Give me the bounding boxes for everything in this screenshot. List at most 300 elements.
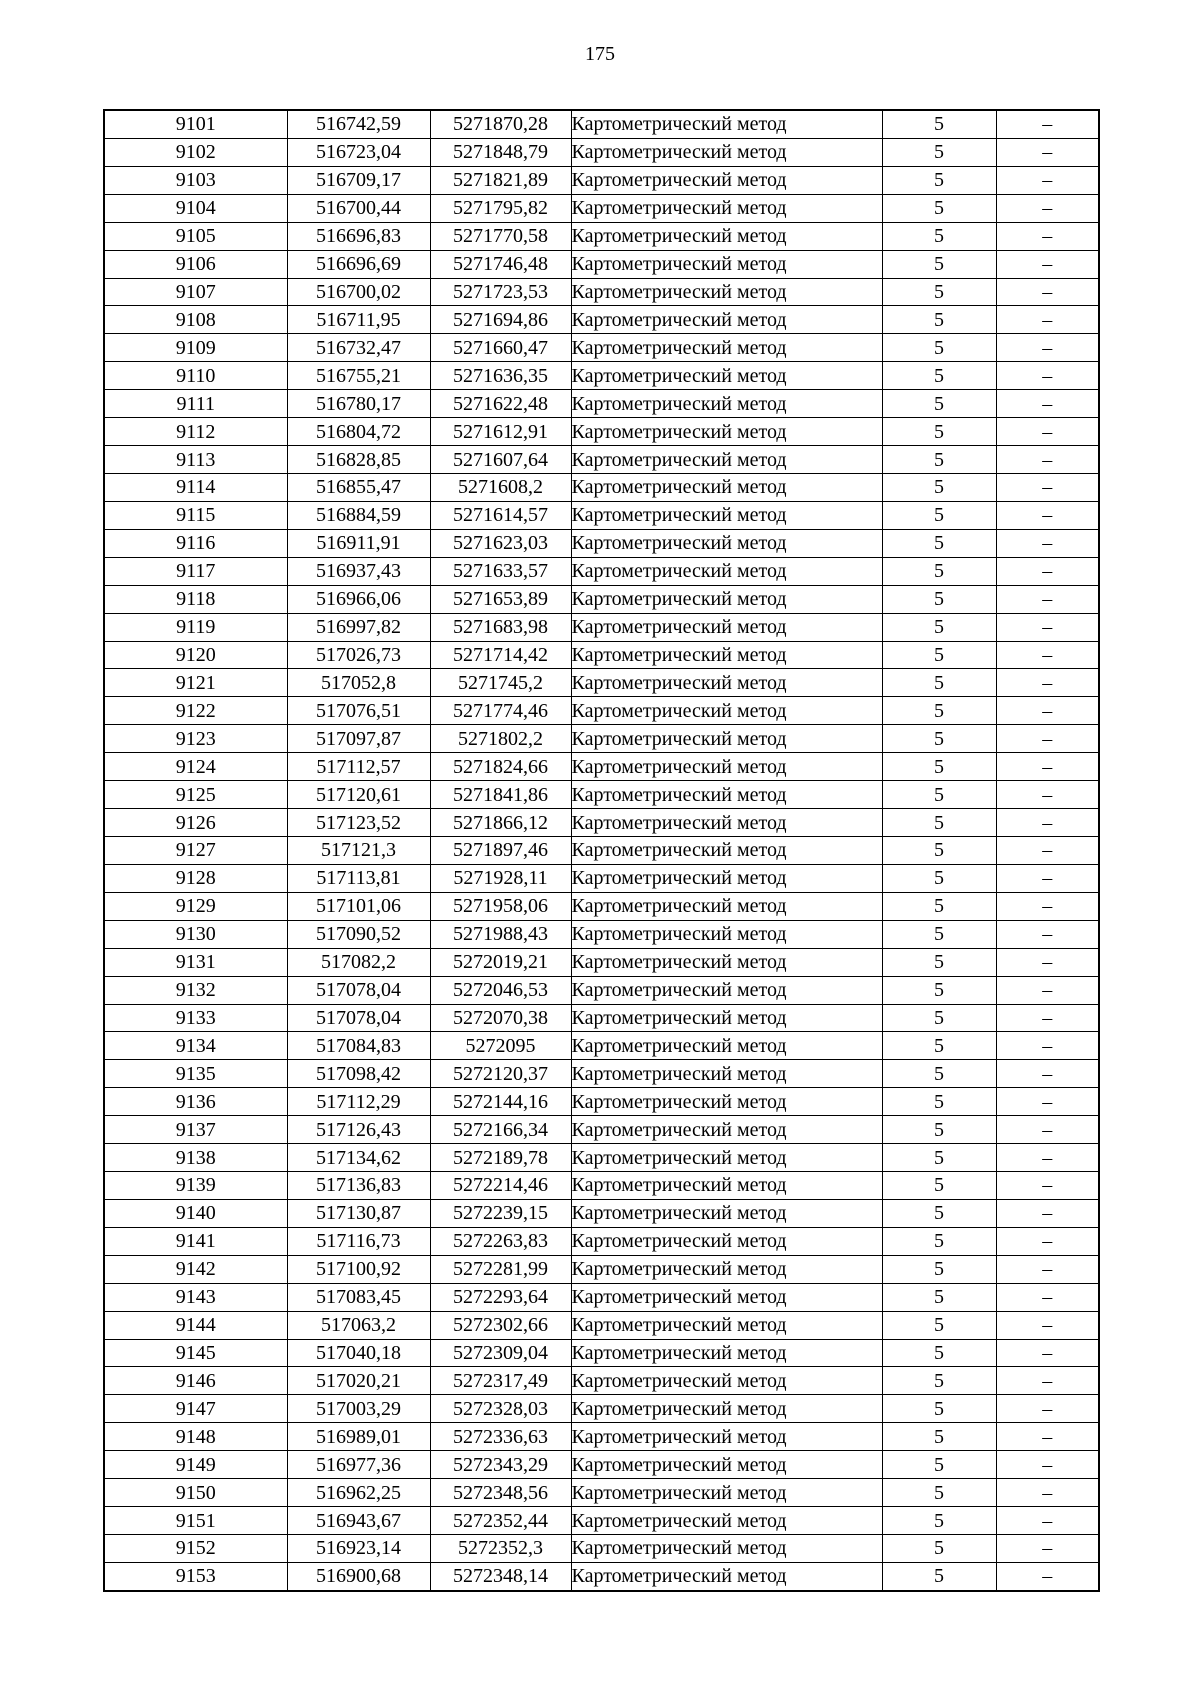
x-coordinate-cell: 517100,92 [287, 1255, 430, 1283]
y-coordinate-cell: 5271723,53 [430, 278, 571, 306]
method-cell: Картометрический метод [571, 1451, 882, 1479]
x-coordinate-cell: 516700,44 [287, 194, 430, 222]
point-number-cell: 9128 [104, 864, 287, 892]
point-number-cell: 9143 [104, 1283, 287, 1311]
method-cell: Картометрический метод [571, 809, 882, 837]
description-cell: – [996, 390, 1099, 418]
x-coordinate-cell: 517116,73 [287, 1227, 430, 1255]
point-number-cell: 9105 [104, 222, 287, 250]
method-cell: Картометрический метод [571, 250, 882, 278]
precision-cell: 5 [882, 781, 996, 809]
x-coordinate-cell: 517120,61 [287, 781, 430, 809]
point-number-cell: 9149 [104, 1451, 287, 1479]
precision-cell: 5 [882, 669, 996, 697]
point-number-cell: 9141 [104, 1227, 287, 1255]
method-cell: Картометрический метод [571, 1535, 882, 1563]
x-coordinate-cell: 517130,87 [287, 1199, 430, 1227]
y-coordinate-cell: 5271841,86 [430, 781, 571, 809]
description-cell: – [996, 1088, 1099, 1116]
description-cell: – [996, 585, 1099, 613]
x-coordinate-cell: 516742,59 [287, 110, 430, 138]
point-number-cell: 9104 [104, 194, 287, 222]
point-number-cell: 9144 [104, 1311, 287, 1339]
x-coordinate-cell: 516804,72 [287, 418, 430, 446]
method-cell: Картометрический метод [571, 753, 882, 781]
description-cell: – [996, 250, 1099, 278]
precision-cell: 5 [882, 362, 996, 390]
precision-cell: 5 [882, 1060, 996, 1088]
description-cell: – [996, 613, 1099, 641]
point-number-cell: 9120 [104, 641, 287, 669]
description-cell: – [996, 194, 1099, 222]
precision-cell: 5 [882, 892, 996, 920]
y-coordinate-cell: 5272189,78 [430, 1144, 571, 1172]
method-cell: Картометрический метод [571, 1283, 882, 1311]
method-cell: Картометрический метод [571, 669, 882, 697]
x-coordinate-cell: 517083,45 [287, 1283, 430, 1311]
point-number-cell: 9150 [104, 1479, 287, 1507]
precision-cell: 5 [882, 138, 996, 166]
table-row [104, 138, 1099, 166]
y-coordinate-cell: 5271866,12 [430, 809, 571, 837]
point-number-cell: 9147 [104, 1395, 287, 1423]
x-coordinate-cell: 517097,87 [287, 725, 430, 753]
method-cell: Картометрический метод [571, 138, 882, 166]
x-coordinate-cell: 516755,21 [287, 362, 430, 390]
method-cell: Картометрический метод [571, 557, 882, 585]
precision-cell: 5 [882, 864, 996, 892]
table-row [104, 976, 1099, 1004]
description-cell: – [996, 166, 1099, 194]
x-coordinate-cell: 517090,52 [287, 920, 430, 948]
precision-cell: 5 [882, 390, 996, 418]
point-number-cell: 9123 [104, 725, 287, 753]
x-coordinate-cell: 517052,8 [287, 669, 430, 697]
precision-cell: 5 [882, 920, 996, 948]
precision-cell: 5 [882, 501, 996, 529]
x-coordinate-cell: 516937,43 [287, 557, 430, 585]
y-coordinate-cell: 5271824,66 [430, 753, 571, 781]
table-row [104, 1339, 1099, 1367]
table-row [104, 892, 1099, 920]
method-cell: Картометрический метод [571, 529, 882, 557]
description-cell: – [996, 1339, 1099, 1367]
y-coordinate-cell: 5271694,86 [430, 306, 571, 334]
y-coordinate-cell: 5271795,82 [430, 194, 571, 222]
x-coordinate-cell: 517026,73 [287, 641, 430, 669]
x-coordinate-cell: 517134,62 [287, 1144, 430, 1172]
y-coordinate-cell: 5272348,56 [430, 1479, 571, 1507]
table-row [104, 557, 1099, 585]
precision-cell: 5 [882, 529, 996, 557]
point-number-cell: 9109 [104, 334, 287, 362]
description-cell: – [996, 976, 1099, 1004]
description-cell: – [996, 864, 1099, 892]
point-number-cell: 9135 [104, 1060, 287, 1088]
point-number-cell: 9130 [104, 920, 287, 948]
precision-cell: 5 [882, 585, 996, 613]
table-row [104, 1255, 1099, 1283]
precision-cell: 5 [882, 725, 996, 753]
table-row [104, 1562, 1099, 1590]
method-cell: Картометрический метод [571, 362, 882, 390]
method-cell: Картометрический метод [571, 306, 882, 334]
precision-cell: 5 [882, 334, 996, 362]
point-number-cell: 9134 [104, 1032, 287, 1060]
y-coordinate-cell: 5271848,79 [430, 138, 571, 166]
point-number-cell: 9132 [104, 976, 287, 1004]
precision-cell: 5 [882, 306, 996, 334]
point-number-cell: 9152 [104, 1535, 287, 1563]
x-coordinate-cell: 516997,82 [287, 613, 430, 641]
y-coordinate-cell: 5271897,46 [430, 836, 571, 864]
method-cell: Картометрический метод [571, 418, 882, 446]
method-cell: Картометрический метод [571, 613, 882, 641]
table-row [104, 390, 1099, 418]
precision-cell: 5 [882, 1227, 996, 1255]
coordinates-table-body [104, 110, 1099, 1591]
description-cell: – [996, 1227, 1099, 1255]
precision-cell: 5 [882, 1479, 996, 1507]
x-coordinate-cell: 516696,69 [287, 250, 430, 278]
point-number-cell: 9111 [104, 390, 287, 418]
x-coordinate-cell: 517112,57 [287, 753, 430, 781]
table-row [104, 278, 1099, 306]
point-number-cell: 9131 [104, 948, 287, 976]
table-row [104, 1144, 1099, 1172]
point-number-cell: 9153 [104, 1562, 287, 1590]
x-coordinate-cell: 516977,36 [287, 1451, 430, 1479]
x-coordinate-cell: 517078,04 [287, 1004, 430, 1032]
description-cell: – [996, 1255, 1099, 1283]
y-coordinate-cell: 5272343,29 [430, 1451, 571, 1479]
method-cell: Картометрический метод [571, 976, 882, 1004]
point-number-cell: 9129 [104, 892, 287, 920]
point-number-cell: 9126 [104, 809, 287, 837]
description-cell: – [996, 1451, 1099, 1479]
y-coordinate-cell: 5271988,43 [430, 920, 571, 948]
precision-cell: 5 [882, 1255, 996, 1283]
table-row [104, 809, 1099, 837]
y-coordinate-cell: 5272095 [430, 1032, 571, 1060]
precision-cell: 5 [882, 641, 996, 669]
description-cell: – [996, 1535, 1099, 1563]
y-coordinate-cell: 5271622,48 [430, 390, 571, 418]
table-row [104, 669, 1099, 697]
method-cell: Картометрический метод [571, 1367, 882, 1395]
precision-cell: 5 [882, 1311, 996, 1339]
x-coordinate-cell: 516855,47 [287, 473, 430, 501]
method-cell: Картометрический метод [571, 446, 882, 474]
method-cell: Картометрический метод [571, 892, 882, 920]
table-row [104, 1451, 1099, 1479]
description-cell: – [996, 362, 1099, 390]
point-number-cell: 9133 [104, 1004, 287, 1032]
description-cell: – [996, 446, 1099, 474]
description-cell: – [996, 222, 1099, 250]
x-coordinate-cell: 517098,42 [287, 1060, 430, 1088]
x-coordinate-cell: 517126,43 [287, 1116, 430, 1144]
precision-cell: 5 [882, 1423, 996, 1451]
point-number-cell: 9107 [104, 278, 287, 306]
precision-cell: 5 [882, 753, 996, 781]
table-row [104, 473, 1099, 501]
table-row [104, 194, 1099, 222]
y-coordinate-cell: 5271633,57 [430, 557, 571, 585]
table-row [104, 418, 1099, 446]
point-number-cell: 9146 [104, 1367, 287, 1395]
description-cell: – [996, 138, 1099, 166]
description-cell: – [996, 306, 1099, 334]
precision-cell: 5 [882, 278, 996, 306]
point-number-cell: 9140 [104, 1199, 287, 1227]
precision-cell: 5 [882, 1451, 996, 1479]
x-coordinate-cell: 516962,25 [287, 1479, 430, 1507]
precision-cell: 5 [882, 1395, 996, 1423]
y-coordinate-cell: 5271774,46 [430, 697, 571, 725]
x-coordinate-cell: 516700,02 [287, 278, 430, 306]
table-row [104, 641, 1099, 669]
y-coordinate-cell: 5272144,16 [430, 1088, 571, 1116]
precision-cell: 5 [882, 1032, 996, 1060]
table-row [104, 920, 1099, 948]
precision-cell: 5 [882, 110, 996, 138]
method-cell: Картометрический метод [571, 1255, 882, 1283]
x-coordinate-cell: 517082,2 [287, 948, 430, 976]
point-number-cell: 9136 [104, 1088, 287, 1116]
method-cell: Картометрический метод [571, 110, 882, 138]
point-number-cell: 9138 [104, 1144, 287, 1172]
x-coordinate-cell: 517084,83 [287, 1032, 430, 1060]
y-coordinate-cell: 5271821,89 [430, 166, 571, 194]
method-cell: Картометрический метод [571, 1199, 882, 1227]
method-cell: Картометрический метод [571, 1032, 882, 1060]
table-row [104, 613, 1099, 641]
description-cell: – [996, 1004, 1099, 1032]
coordinates-table [103, 109, 1100, 1592]
x-coordinate-cell: 517076,51 [287, 697, 430, 725]
point-number-cell: 9127 [104, 836, 287, 864]
x-coordinate-cell: 516709,17 [287, 166, 430, 194]
table-row [104, 781, 1099, 809]
y-coordinate-cell: 5271614,57 [430, 501, 571, 529]
table-row [104, 501, 1099, 529]
method-cell: Картометрический метод [571, 585, 882, 613]
y-coordinate-cell: 5271958,06 [430, 892, 571, 920]
description-cell: – [996, 809, 1099, 837]
precision-cell: 5 [882, 166, 996, 194]
precision-cell: 5 [882, 1172, 996, 1200]
x-coordinate-cell: 516696,83 [287, 222, 430, 250]
table-row [104, 1172, 1099, 1200]
point-number-cell: 9116 [104, 529, 287, 557]
table-row [104, 1535, 1099, 1563]
precision-cell: 5 [882, 473, 996, 501]
description-cell: – [996, 418, 1099, 446]
y-coordinate-cell: 5272070,38 [430, 1004, 571, 1032]
table-row [104, 1283, 1099, 1311]
y-coordinate-cell: 5271608,2 [430, 473, 571, 501]
x-coordinate-cell: 516780,17 [287, 390, 430, 418]
point-number-cell: 9106 [104, 250, 287, 278]
table-row [104, 250, 1099, 278]
x-coordinate-cell: 517040,18 [287, 1339, 430, 1367]
point-number-cell: 9125 [104, 781, 287, 809]
table-row [104, 1060, 1099, 1088]
point-number-cell: 9103 [104, 166, 287, 194]
y-coordinate-cell: 5272239,15 [430, 1199, 571, 1227]
table-row [104, 836, 1099, 864]
table-row [104, 222, 1099, 250]
description-cell: – [996, 473, 1099, 501]
description-cell: – [996, 781, 1099, 809]
description-cell: – [996, 892, 1099, 920]
x-coordinate-cell: 516900,68 [287, 1562, 430, 1590]
method-cell: Картометрический метод [571, 473, 882, 501]
y-coordinate-cell: 5272120,37 [430, 1060, 571, 1088]
precision-cell: 5 [882, 222, 996, 250]
y-coordinate-cell: 5272317,49 [430, 1367, 571, 1395]
y-coordinate-cell: 5271683,98 [430, 613, 571, 641]
x-coordinate-cell: 517020,21 [287, 1367, 430, 1395]
point-number-cell: 9102 [104, 138, 287, 166]
table-row [104, 1367, 1099, 1395]
y-coordinate-cell: 5271612,91 [430, 418, 571, 446]
y-coordinate-cell: 5272046,53 [430, 976, 571, 1004]
y-coordinate-cell: 5272019,21 [430, 948, 571, 976]
point-number-cell: 9110 [104, 362, 287, 390]
description-cell: – [996, 1562, 1099, 1590]
table-row [104, 1004, 1099, 1032]
point-number-cell: 9114 [104, 473, 287, 501]
y-coordinate-cell: 5272293,64 [430, 1283, 571, 1311]
method-cell: Картометрический метод [571, 1395, 882, 1423]
point-number-cell: 9118 [104, 585, 287, 613]
x-coordinate-cell: 517063,2 [287, 1311, 430, 1339]
precision-cell: 5 [882, 1283, 996, 1311]
table-row [104, 697, 1099, 725]
precision-cell: 5 [882, 1199, 996, 1227]
method-cell: Картометрический метод [571, 864, 882, 892]
description-cell: – [996, 1311, 1099, 1339]
table-row [104, 334, 1099, 362]
precision-cell: 5 [882, 250, 996, 278]
description-cell: – [996, 1507, 1099, 1535]
y-coordinate-cell: 5271928,11 [430, 864, 571, 892]
description-cell: – [996, 557, 1099, 585]
x-coordinate-cell: 516911,91 [287, 529, 430, 557]
method-cell: Картометрический метод [571, 222, 882, 250]
table-row [104, 110, 1099, 138]
method-cell: Картометрический метод [571, 697, 882, 725]
precision-cell: 5 [882, 1562, 996, 1590]
precision-cell: 5 [882, 613, 996, 641]
x-coordinate-cell: 516884,59 [287, 501, 430, 529]
table-row [104, 1032, 1099, 1060]
x-coordinate-cell: 516723,04 [287, 138, 430, 166]
method-cell: Картометрический метод [571, 501, 882, 529]
description-cell: – [996, 948, 1099, 976]
table-row [104, 446, 1099, 474]
x-coordinate-cell: 517101,06 [287, 892, 430, 920]
point-number-cell: 9112 [104, 418, 287, 446]
precision-cell: 5 [882, 1339, 996, 1367]
x-coordinate-cell: 516711,95 [287, 306, 430, 334]
y-coordinate-cell: 5272214,46 [430, 1172, 571, 1200]
x-coordinate-cell: 517003,29 [287, 1395, 430, 1423]
y-coordinate-cell: 5271653,89 [430, 585, 571, 613]
precision-cell: 5 [882, 1004, 996, 1032]
table-row [104, 529, 1099, 557]
table-row [104, 948, 1099, 976]
description-cell: – [996, 1032, 1099, 1060]
table-row [104, 1311, 1099, 1339]
point-number-cell: 9101 [104, 110, 287, 138]
y-coordinate-cell: 5271745,2 [430, 669, 571, 697]
description-cell: – [996, 501, 1099, 529]
point-number-cell: 9139 [104, 1172, 287, 1200]
method-cell: Картометрический метод [571, 1172, 882, 1200]
method-cell: Картометрический метод [571, 920, 882, 948]
table-row [104, 753, 1099, 781]
description-cell: – [996, 1172, 1099, 1200]
x-coordinate-cell: 516966,06 [287, 585, 430, 613]
y-coordinate-cell: 5272348,14 [430, 1562, 571, 1590]
point-number-cell: 9151 [104, 1507, 287, 1535]
point-number-cell: 9145 [104, 1339, 287, 1367]
y-coordinate-cell: 5272352,44 [430, 1507, 571, 1535]
precision-cell: 5 [882, 1088, 996, 1116]
description-cell: – [996, 725, 1099, 753]
method-cell: Картометрический метод [571, 278, 882, 306]
y-coordinate-cell: 5272302,66 [430, 1311, 571, 1339]
point-number-cell: 9117 [104, 557, 287, 585]
point-number-cell: 9148 [104, 1423, 287, 1451]
x-coordinate-cell: 517112,29 [287, 1088, 430, 1116]
table-row [104, 166, 1099, 194]
description-cell: – [996, 334, 1099, 362]
point-number-cell: 9113 [104, 446, 287, 474]
description-cell: – [996, 753, 1099, 781]
method-cell: Картометрический метод [571, 390, 882, 418]
method-cell: Картометрический метод [571, 725, 882, 753]
description-cell: – [996, 669, 1099, 697]
x-coordinate-cell: 516989,01 [287, 1423, 430, 1451]
method-cell: Картометрический метод [571, 166, 882, 194]
x-coordinate-cell: 517113,81 [287, 864, 430, 892]
table-row [104, 1088, 1099, 1116]
x-coordinate-cell: 517078,04 [287, 976, 430, 1004]
point-number-cell: 9115 [104, 501, 287, 529]
y-coordinate-cell: 5272328,03 [430, 1395, 571, 1423]
point-number-cell: 9119 [104, 613, 287, 641]
description-cell: – [996, 110, 1099, 138]
y-coordinate-cell: 5272352,3 [430, 1535, 571, 1563]
page-number: 175 [585, 43, 615, 65]
table-row [104, 1479, 1099, 1507]
method-cell: Картометрический метод [571, 1311, 882, 1339]
x-coordinate-cell: 516923,14 [287, 1535, 430, 1563]
x-coordinate-cell: 517123,52 [287, 809, 430, 837]
x-coordinate-cell: 516828,85 [287, 446, 430, 474]
description-cell: – [996, 920, 1099, 948]
y-coordinate-cell: 5271770,58 [430, 222, 571, 250]
table-row [104, 306, 1099, 334]
precision-cell: 5 [882, 557, 996, 585]
precision-cell: 5 [882, 976, 996, 1004]
y-coordinate-cell: 5272263,83 [430, 1227, 571, 1255]
method-cell: Картометрический метод [571, 836, 882, 864]
